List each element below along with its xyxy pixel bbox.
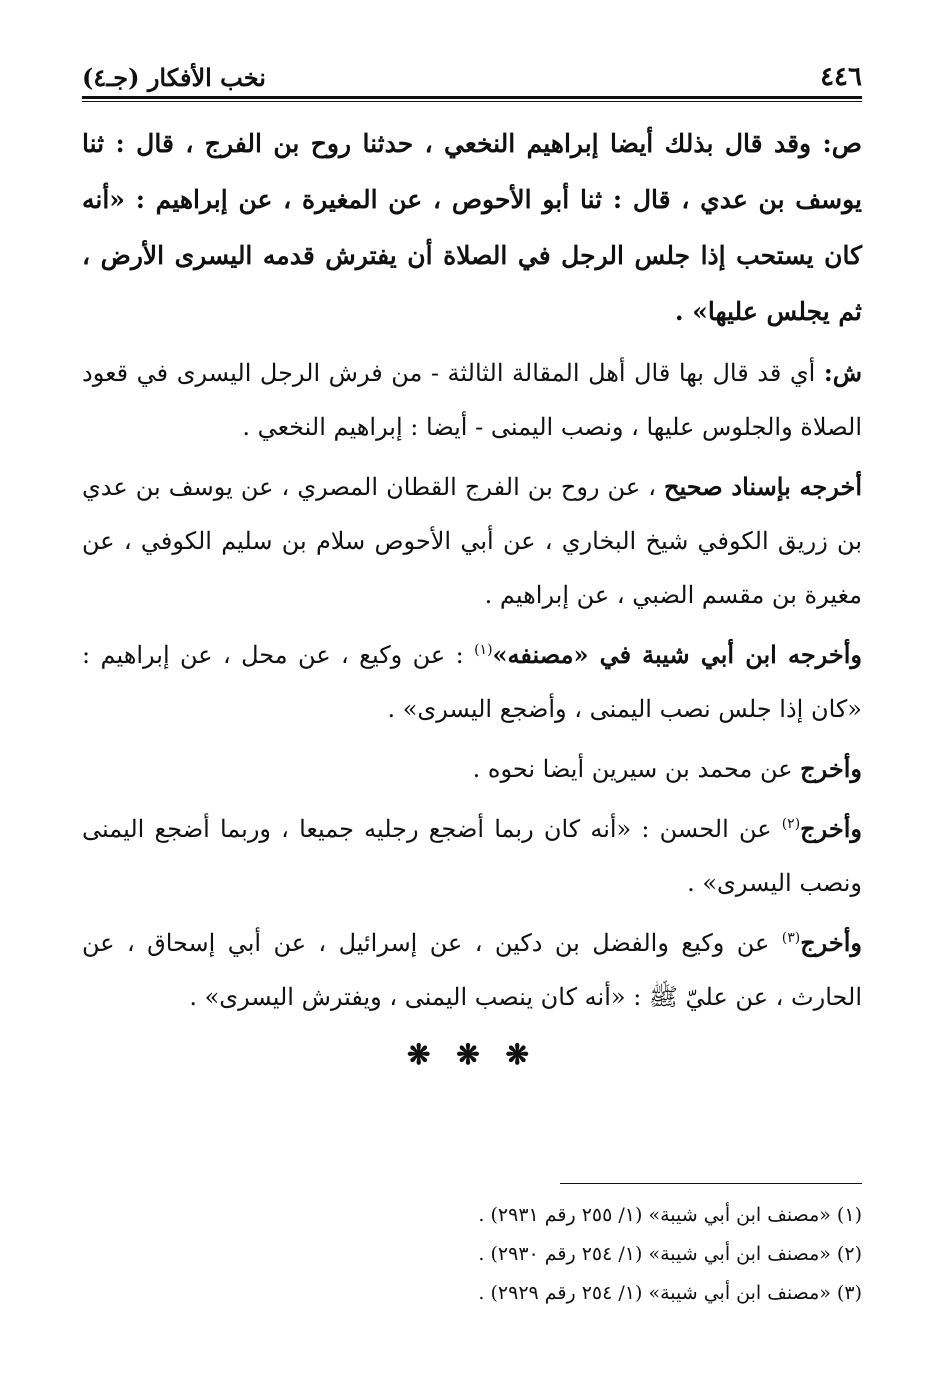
page-number: ٤٤٦ [820, 62, 862, 92]
paragraph-lead: وأخرجه ابن أبي شيبة في «مصنفه» [492, 640, 862, 669]
footnote-ref: (١) [474, 642, 493, 658]
section-separator: ❋ ❋ ❋ [407, 1038, 537, 1071]
paragraph-text: عن الحسن : «أنه كان ربما أضجع رجليه جميعا ، وربما أضجع اليمنى ونصب اليسرى» . [82, 815, 862, 897]
header-rule-thin [82, 101, 862, 102]
paragraph-ibn-abi-shayba [82, 628, 862, 736]
paragraph-ali [82, 916, 862, 1024]
footnotes [82, 1196, 862, 1313]
paragraph-lead: وأخرج [800, 928, 863, 957]
paragraph-text: عن وكيع والفضل بن دكين ، عن إسرائيل ، عن أبي إسحاق ، عن الحارث ، عن عليّ ﷺ : «أنه كان ينصب اليمنى ، ويفترش اليسرى» . [82, 929, 862, 1011]
sharh-marker: ش: [823, 358, 862, 387]
paragraph-takhrij [82, 460, 862, 622]
paragraph-lead: أخرجه بإسناد صحيح [664, 472, 863, 501]
paragraph-text: أي قد قال بها قال أهل المقالة الثالثة - من فرش الرجل اليسرى في قعود الصلاة والجلوس عليها ، ونصب اليمنى - أيضا : إبراهيم النخعي . [82, 359, 862, 441]
book-title: نخب الأفكار (جـ٤) [82, 63, 266, 92]
footnote-3: (٣) «مصنف ابن أبي شيبة» (١/ ٢٥٤ رقم ٢٩٢٩) . [478, 1282, 862, 1304]
footnote-1: (١) «مصنف ابن أبي شيبة» (١/ ٢٥٥ رقم ٢٩٣١) . [478, 1204, 862, 1226]
footnote-ref: (٢) [781, 816, 801, 832]
paragraph-matn: ص: وقد قال بذلك أيضا إبراهيم النخعي ، حدثنا روح بن الفرج ، قال : ثنا يوسف بن عدي ، قال : ثنا أبو الأحوص ، عن المغيرة ، عن إبراهيم : «أنه كان يستحب إذا جلس الرجل في الصلاة أن يفترش قدمه اليسرى الأرض ، ثم يجلس عليها» . [82, 129, 862, 326]
paragraph-text: عن محمد بن سيرين أيضا نحوه . [472, 755, 801, 783]
footnote-ref: (٣) [781, 930, 801, 946]
paragraph-lead: وأخرج [800, 754, 862, 783]
paragraph-text: ، عن روح بن الفرج القطان المصري ، عن يوسف بن عدي بن زريق الكوفي شيخ البخاري ، عن أبي الأحوص سلام بن سليم الكوفي ، عن مغيرة بن مقسم الضبي ، عن إبراهيم . [82, 473, 862, 609]
header-rule [82, 96, 862, 99]
paragraph-hasan [82, 802, 862, 910]
page [82, 52, 862, 1071]
footnote-rule [560, 1183, 862, 1184]
paragraph-lead: وأخرج [800, 814, 862, 843]
page-header [82, 52, 862, 92]
paragraph-sharh [82, 346, 862, 454]
footnote-2: (٢) «مصنف ابن أبي شيبة» (١/ ٢٥٤ رقم ٢٩٣٠) . [478, 1243, 862, 1265]
page-body [82, 116, 862, 1071]
paragraph-ibn-sirin [82, 742, 862, 796]
paragraph-text: : عن وكيع ، عن محل ، عن إبراهيم : «كان إذا جلس نصب اليمنى ، وأضجع اليسرى» . [82, 641, 862, 723]
